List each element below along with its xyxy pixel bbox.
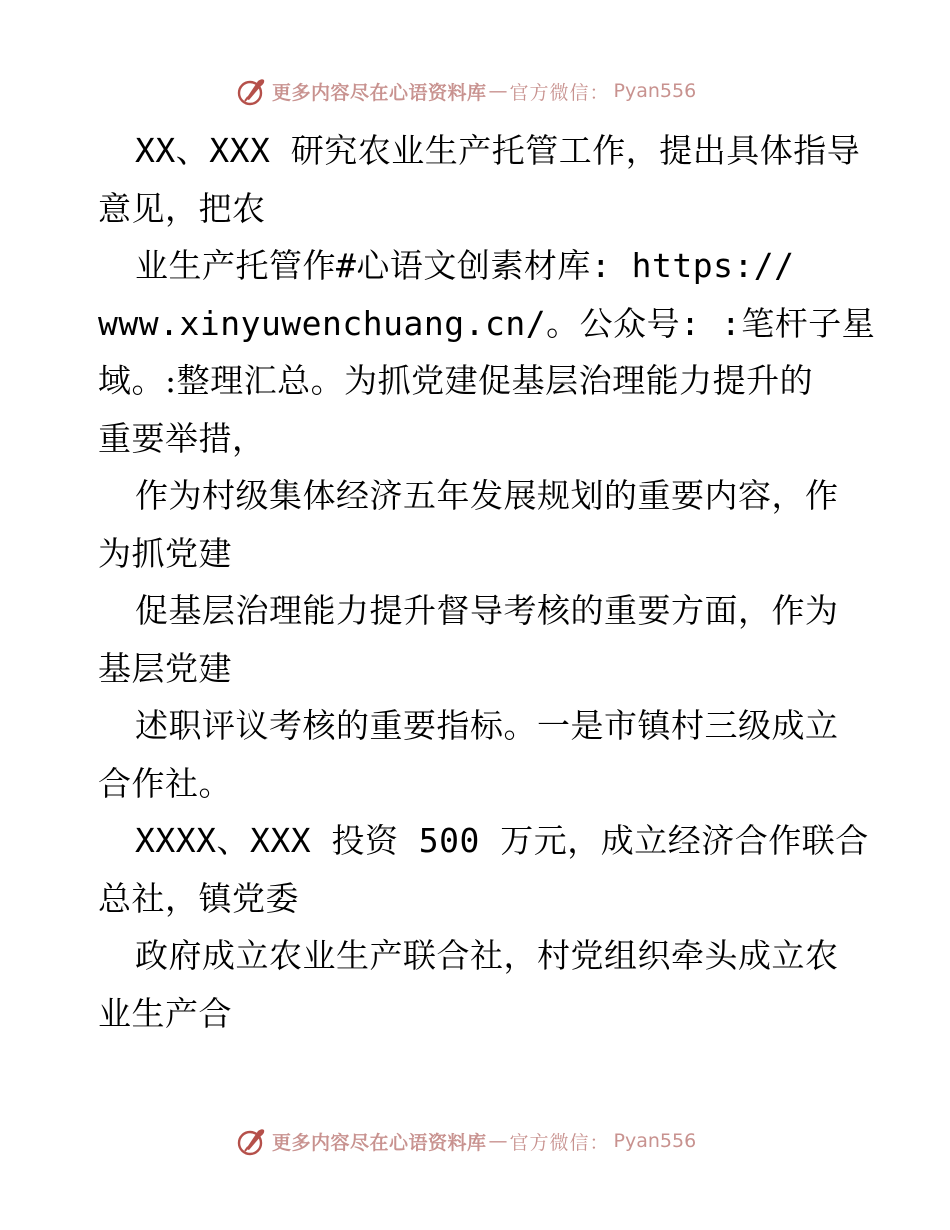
footer-banner-text: 更多内容尽在心语资料库 bbox=[272, 1131, 487, 1154]
body-line: 政府成立农业生产联合社，村党组织牵头成立农 bbox=[135, 936, 839, 975]
quill-pen-logo-icon bbox=[236, 1125, 268, 1157]
body-line: 重要举措， bbox=[98, 418, 266, 458]
quill-pen-logo-icon bbox=[236, 75, 268, 107]
body-line: 域。:整理汇总。为抓党建促基层治理能力提升的 bbox=[98, 361, 814, 400]
footer-banner-wechat-id: Pyan556 bbox=[613, 1130, 697, 1152]
header-banner-wechat-id: Pyan556 bbox=[613, 80, 697, 102]
body-line: XXXX、XXX 投资 500 万元，成立经济合作联合 bbox=[135, 821, 869, 860]
document-body bbox=[98, 122, 876, 1042]
body-line: 述职评议考核的重要指标。一是市镇村三级成立 bbox=[135, 706, 839, 745]
body-line: www.xinyuwenchuang.cn/。公众号: :笔杆子星 bbox=[98, 303, 876, 343]
body-line: 业生产托管作#心语文创素材库: https:// bbox=[135, 246, 795, 285]
footer-watermark-banner bbox=[236, 1124, 696, 1158]
footer-banner-dash: — bbox=[488, 1130, 508, 1152]
header-banner-wechat-label: 官方微信： bbox=[509, 81, 610, 104]
body-line: 为抓党建 bbox=[98, 533, 232, 573]
body-line: 意见，把农 bbox=[98, 188, 266, 228]
body-line: 基层党建 bbox=[98, 648, 232, 688]
header-banner-text: 更多内容尽在心语资料库 bbox=[272, 81, 487, 104]
header-watermark-banner bbox=[236, 74, 696, 108]
body-line: 促基层治理能力提升督导考核的重要方面，作为 bbox=[135, 591, 839, 630]
body-line: 合作社。 bbox=[98, 763, 232, 803]
body-line: XX、XXX 研究农业生产托管工作，提出具体指导 bbox=[135, 131, 861, 170]
body-line: 作为村级集体经济五年发展规划的重要内容，作 bbox=[135, 476, 839, 515]
body-line: 总社，镇党委 bbox=[98, 878, 299, 918]
body-line: 业生产合 bbox=[98, 993, 232, 1033]
footer-banner-wechat-label: 官方微信： bbox=[509, 1131, 610, 1154]
header-banner-dash: — bbox=[488, 80, 508, 102]
